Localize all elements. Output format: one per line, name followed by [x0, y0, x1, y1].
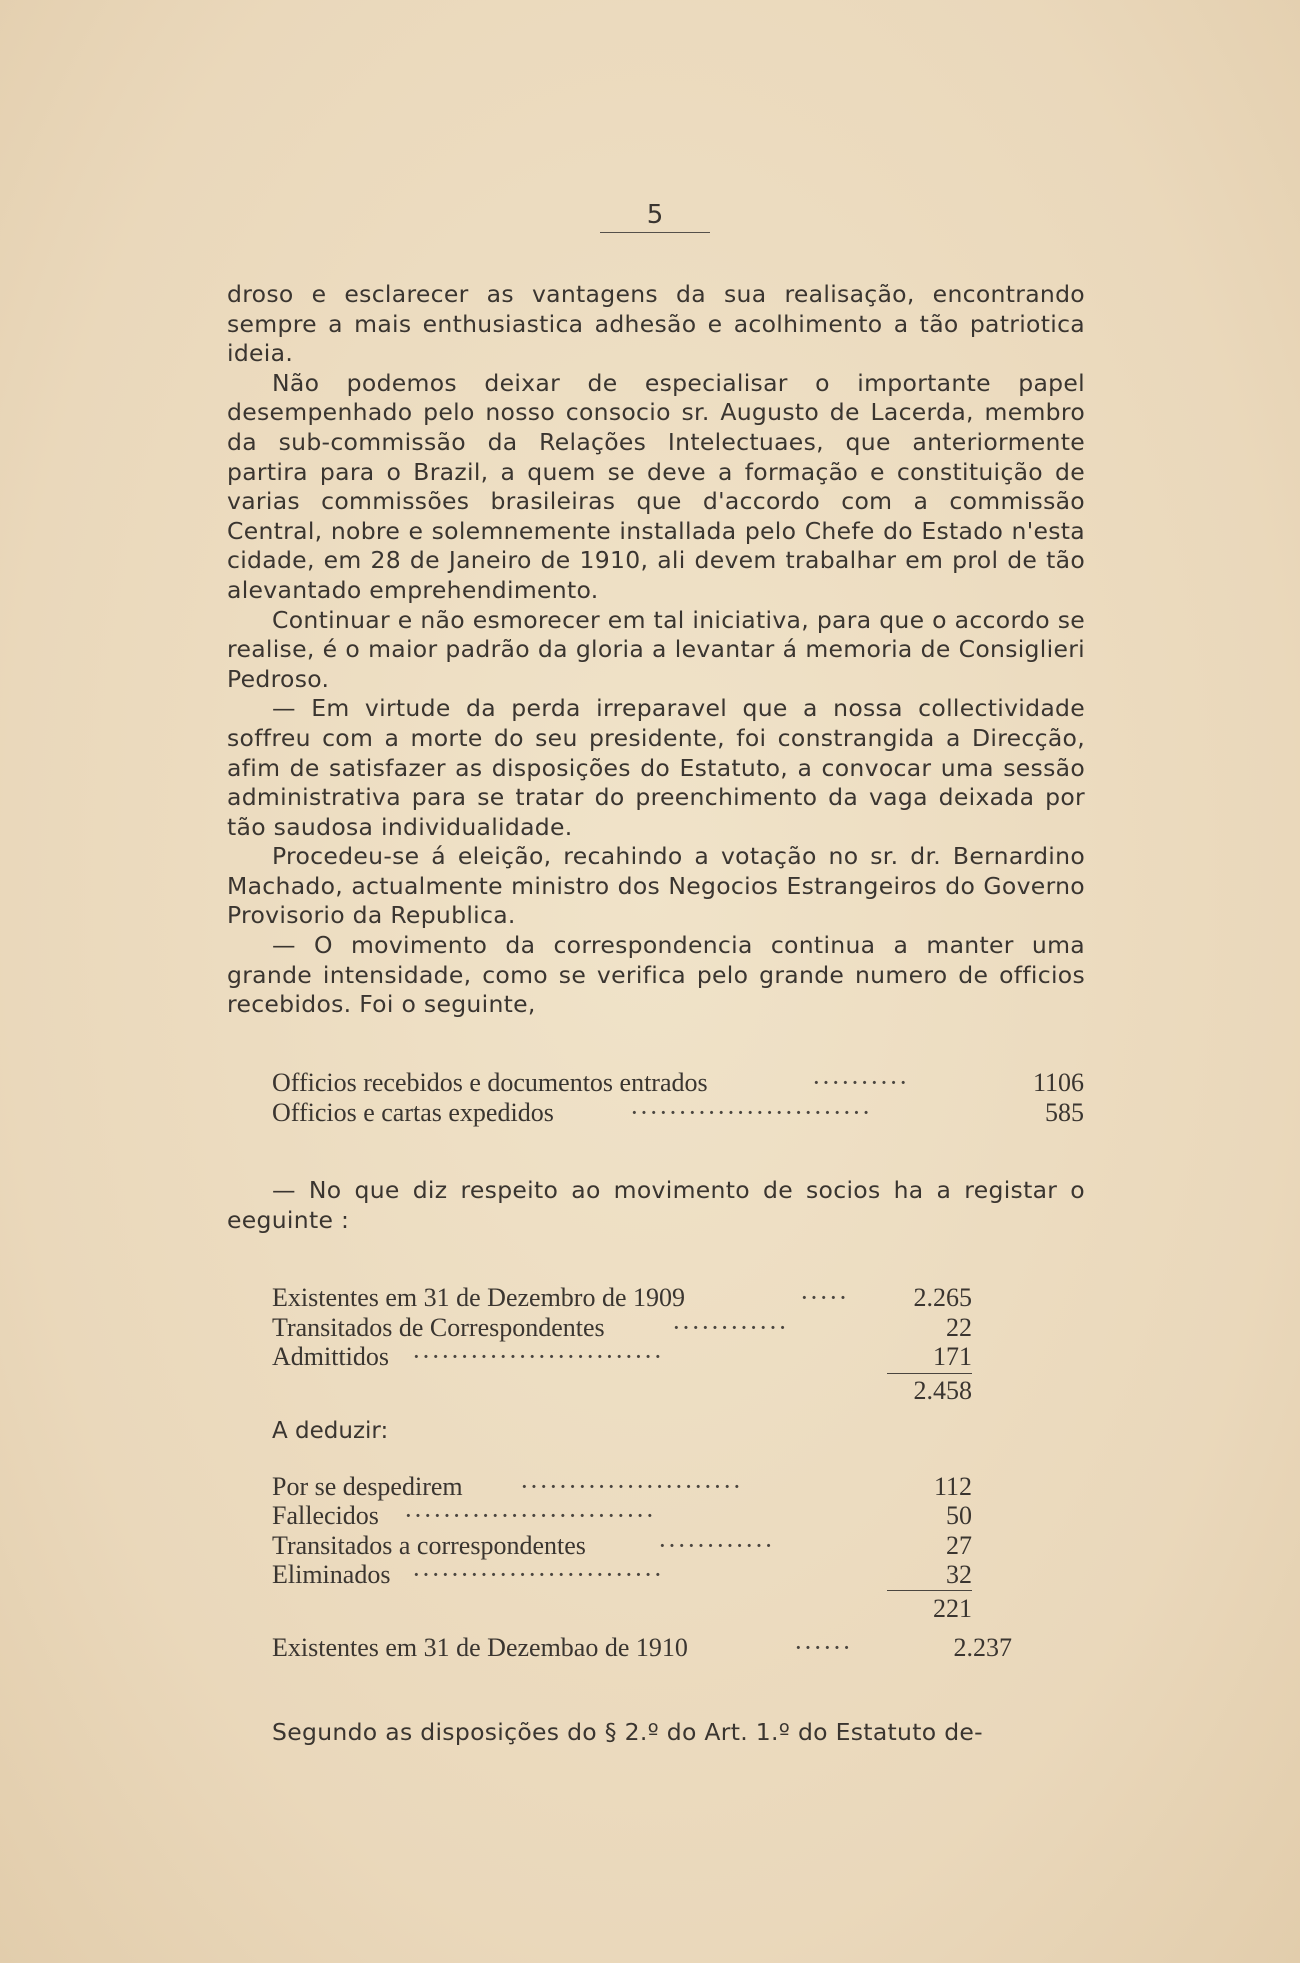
paragraph: — No que diz respeito ao movimento de socios ha a registar o eeguinte : [227, 1176, 1085, 1234]
final-row [272, 1633, 1012, 1663]
ledger-label: Fallecidos [272, 1501, 379, 1530]
ledger-row [272, 1531, 972, 1561]
leader-dots: ·························· [404, 1501, 656, 1530]
deduct-total-row [272, 1594, 972, 1624]
ledger-row [272, 1472, 972, 1502]
ledger-label: Admittidos [272, 1342, 390, 1371]
subtotal-value: 2.458 [913, 1375, 972, 1405]
paragraph: Segundo as disposições do § 2.º do Art. 1.º do Estatuto de- [272, 1718, 983, 1746]
ledger-row [272, 1560, 972, 1590]
ledger-row [272, 1098, 1084, 1128]
ledger-value: 171 [933, 1342, 972, 1371]
deduct-label-row [272, 1417, 972, 1447]
leader-dots: ·························· [412, 1560, 664, 1589]
ledger-row [272, 1501, 972, 1531]
correspondence-ledger [272, 1068, 1084, 1127]
paragraph: Procedeu-se á eleição, recahindo a votação no sr. dr. Bernardino Machado, actualmente ministro dos Negocios Estrangeiros do Governo Provisorio da Republica. [227, 842, 1085, 930]
ledger-row [272, 1313, 972, 1343]
ledger-value: 2.265 [913, 1283, 972, 1312]
leader-dots: ························· [630, 1097, 872, 1127]
page-number: 5 [600, 200, 710, 233]
ledger-value: 27 [946, 1530, 972, 1560]
deduct-total-value: 221 [933, 1593, 972, 1623]
ledger-label: Officios recebidos e documentos entrados [272, 1068, 708, 1097]
ledger-value: 585 [1045, 1097, 1084, 1127]
closing-text [272, 1718, 1085, 1748]
ledger-value: 22 [946, 1312, 972, 1342]
ledger-label: Existentes em 31 de Dezembro de 1909 [272, 1283, 685, 1312]
paragraph: — O movimento da correspondencia continua a manter uma grande intensidade, como se verifica pelo grande numero de officios recebidos. Foi o seguinte, [227, 931, 1085, 1019]
deduct-rule [887, 1590, 972, 1591]
paragraph: Não podemos deixar de especialisar o importante papel desempenhado pelo nosso consocio sr. Augusto de Lacerda, membro da sub-commissão da Relações Intelectuaes, que anteriormente partira para o Brazil, a quem se deve a formação e constituição de varias commissões brasileiras que d'accordo com a commissão Central, nobre e solemnemente installada pelo Chefe do Estado n'esta cidade, em 28 de Janeiro de 1910, ali devem trabalhar em prol de tão alevantado emprehendimento. [227, 368, 1085, 604]
ledger-value: 50 [946, 1501, 972, 1530]
leader-dots: ·········· [812, 1068, 909, 1097]
ledger-value: 1106 [1032, 1068, 1084, 1097]
paragraph: — Em virtude da perda irreparavel que a nossa collectividade soffreu com a morte do seu presidente, foi constrangida a Direcção, afim de satisfazer as disposições do Estatuto, a convocar uma sessão administrativa para se tratar do preenchimento da vaga deixada por tão saudosa individualidade. [227, 694, 1085, 841]
ledger-label: Transitados a correspondentes [272, 1530, 586, 1560]
ledger-row [272, 1283, 972, 1313]
leader-dots: ······ [794, 1633, 852, 1662]
leader-dots: ····· [800, 1283, 849, 1312]
ledger-label: Transitados de Correspondentes [272, 1312, 605, 1342]
ledger-label: Officios e cartas expedidos [272, 1097, 554, 1127]
members-intro [227, 1176, 1085, 1235]
final-value: 2.237 [953, 1633, 1012, 1662]
leader-dots: ············ [672, 1312, 788, 1342]
subtotal-row [272, 1376, 972, 1406]
ledger-value: 32 [946, 1560, 972, 1589]
final-label: Existentes em 31 de Dezembao de 1910 [272, 1633, 688, 1662]
ledger-label: Eliminados [272, 1560, 391, 1589]
leader-dots: ······················· [520, 1471, 743, 1501]
leader-dots: ············ [658, 1530, 774, 1560]
ledger-row [272, 1342, 972, 1372]
body-text [227, 280, 1085, 1020]
ledger-label: Por se despedirem [272, 1471, 463, 1501]
deduct-label: A deduzir: [272, 1418, 389, 1444]
subtotal-rule [887, 1373, 972, 1374]
leader-dots: ·························· [412, 1342, 664, 1371]
ledger-value: 112 [933, 1471, 972, 1501]
members-ledger [272, 1283, 1012, 1663]
paragraph: Continuar e não esmorecer em tal iniciativa, para que o accordo se realise, é o maior padrão da gloria a levantar á memoria de Consiglieri Pedroso. [227, 605, 1085, 693]
ledger-row [272, 1068, 1084, 1098]
paragraph: droso e esclarecer as vantagens da sua realisação, encontrando sempre a mais enthusiastica adhesão e acolhimento a tão patriotica ideia. [227, 280, 1085, 368]
